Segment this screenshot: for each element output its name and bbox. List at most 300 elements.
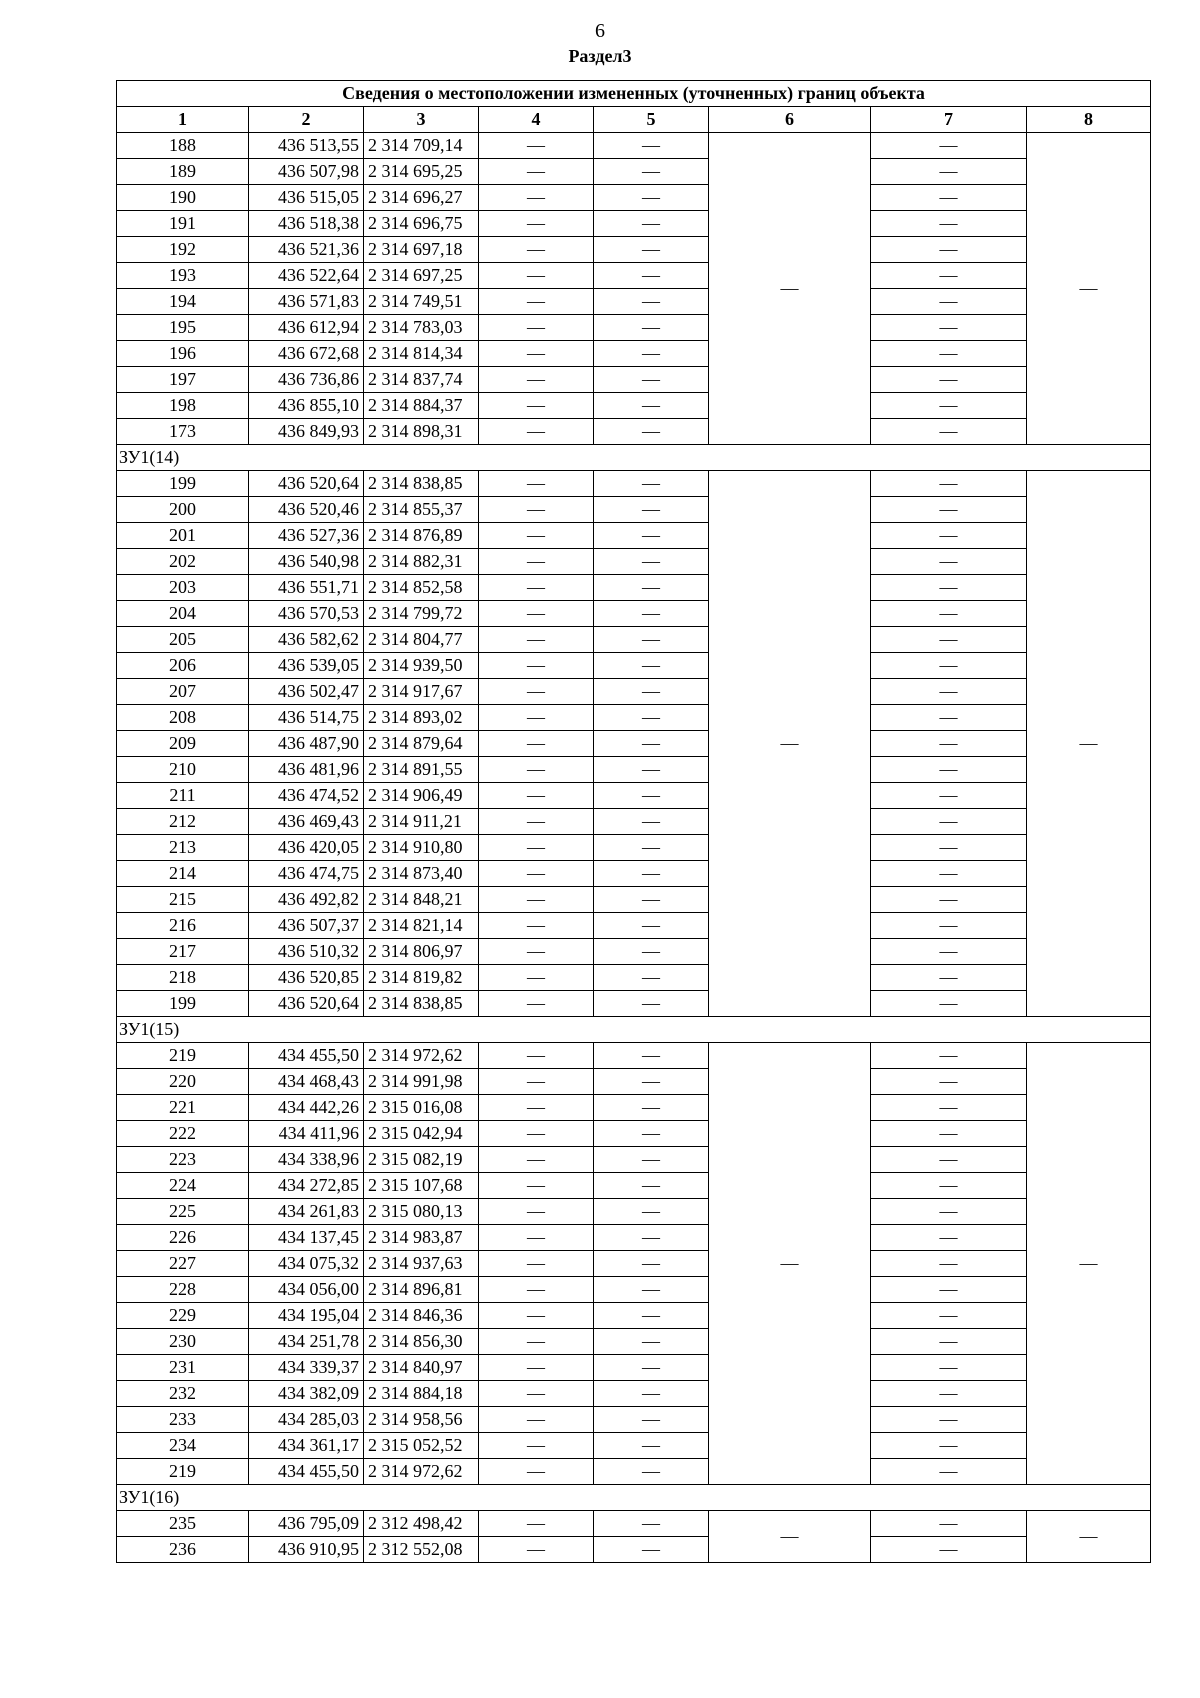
coordinate-x-cell: 436 520,46	[249, 497, 364, 523]
point-number-cell: 193	[117, 263, 249, 289]
point-number-cell: 221	[117, 1095, 249, 1121]
coordinate-x-cell: 434 442,26	[249, 1095, 364, 1121]
column-header-5: 5	[594, 107, 709, 133]
column-7-cell: —	[871, 315, 1027, 341]
column-header-2: 2	[249, 107, 364, 133]
table-row	[117, 835, 1151, 861]
column-7-cell: —	[871, 1121, 1027, 1147]
coordinate-x-cell: 436 910,95	[249, 1537, 364, 1563]
column-7-cell: —	[871, 965, 1027, 991]
coordinate-y-cell: 2 314 884,37	[364, 393, 479, 419]
coordinate-x-cell: 436 502,47	[249, 679, 364, 705]
column-7-cell: —	[871, 1459, 1027, 1485]
coordinate-y-cell: 2 314 838,85	[364, 471, 479, 497]
column-7-cell: —	[871, 809, 1027, 835]
column-5-cell: —	[594, 601, 709, 627]
point-number-cell: 199	[117, 471, 249, 497]
column-7-cell: —	[871, 549, 1027, 575]
table-row	[117, 315, 1151, 341]
coordinate-x-cell: 434 339,37	[249, 1355, 364, 1381]
table-row	[117, 1511, 1151, 1537]
table-row	[117, 1407, 1151, 1433]
column-7-cell: —	[871, 1277, 1027, 1303]
column-4-cell: —	[479, 1277, 594, 1303]
point-number-cell: 229	[117, 1303, 249, 1329]
column-7-cell: —	[871, 913, 1027, 939]
column-4-cell: —	[479, 939, 594, 965]
column-7-cell: —	[871, 861, 1027, 887]
column-5-cell: —	[594, 887, 709, 913]
coordinate-x-cell: 436 527,36	[249, 523, 364, 549]
column-5-cell: —	[594, 133, 709, 159]
table-row	[117, 1459, 1151, 1485]
column-5-cell: —	[594, 419, 709, 445]
group-label: ЗУ1(14)	[117, 445, 1151, 471]
coordinate-y-cell: 2 314 840,97	[364, 1355, 479, 1381]
table-row	[117, 1433, 1151, 1459]
table-row	[117, 1199, 1151, 1225]
column-4-cell: —	[479, 1537, 594, 1563]
column-4-cell: —	[479, 1433, 594, 1459]
column-5-cell: —	[594, 1173, 709, 1199]
coordinate-y-cell: 2 314 898,31	[364, 419, 479, 445]
column-5-cell: —	[594, 627, 709, 653]
coordinate-y-cell: 2 314 910,80	[364, 835, 479, 861]
coordinate-y-cell: 2 314 937,63	[364, 1251, 479, 1277]
coordinate-y-cell: 2 314 991,98	[364, 1069, 479, 1095]
coordinate-x-cell: 436 514,75	[249, 705, 364, 731]
coordinate-y-cell: 2 314 893,02	[364, 705, 479, 731]
group-header-row	[117, 445, 1151, 471]
coordinate-y-cell: 2 314 821,14	[364, 913, 479, 939]
coordinate-y-cell: 2 312 552,08	[364, 1537, 479, 1563]
column-4-cell: —	[479, 341, 594, 367]
column-4-cell: —	[479, 575, 594, 601]
coordinate-y-cell: 2 314 884,18	[364, 1381, 479, 1407]
table-row	[117, 211, 1151, 237]
column-6-merged-cell: —	[709, 1511, 871, 1563]
column-4-cell: —	[479, 1459, 594, 1485]
column-4-cell: —	[479, 237, 594, 263]
column-7-cell: —	[871, 237, 1027, 263]
column-4-cell: —	[479, 1199, 594, 1225]
column-4-cell: —	[479, 185, 594, 211]
coordinate-x-cell: 436 469,43	[249, 809, 364, 835]
column-5-cell: —	[594, 965, 709, 991]
table-row	[117, 185, 1151, 211]
table-row	[117, 1329, 1151, 1355]
column-4-cell: —	[479, 679, 594, 705]
column-5-cell: —	[594, 1069, 709, 1095]
column-header-1: 1	[117, 107, 249, 133]
column-7-cell: —	[871, 523, 1027, 549]
coordinate-x-cell: 436 518,38	[249, 211, 364, 237]
coordinate-y-cell: 2 314 799,72	[364, 601, 479, 627]
group-label: ЗУ1(15)	[117, 1017, 1151, 1043]
point-number-cell: 231	[117, 1355, 249, 1381]
point-number-cell: 194	[117, 289, 249, 315]
table-body	[117, 133, 1151, 1563]
column-4-cell: —	[479, 731, 594, 757]
column-4-cell: —	[479, 887, 594, 913]
table-row	[117, 1251, 1151, 1277]
table-row	[117, 419, 1151, 445]
column-4-cell: —	[479, 1303, 594, 1329]
coordinate-x-cell: 434 251,78	[249, 1329, 364, 1355]
column-header-7: 7	[871, 107, 1027, 133]
point-number-cell: 220	[117, 1069, 249, 1095]
coordinate-x-cell: 434 272,85	[249, 1173, 364, 1199]
coordinate-x-cell: 434 285,03	[249, 1407, 364, 1433]
table-row	[117, 1381, 1151, 1407]
coordinate-x-cell: 434 137,45	[249, 1225, 364, 1251]
coordinate-y-cell: 2 314 939,50	[364, 653, 479, 679]
coordinate-x-cell: 434 455,50	[249, 1043, 364, 1069]
table-row	[117, 731, 1151, 757]
coordinate-y-cell: 2 314 958,56	[364, 1407, 479, 1433]
column-4-cell: —	[479, 1095, 594, 1121]
point-number-cell: 199	[117, 991, 249, 1017]
column-7-cell: —	[871, 1043, 1027, 1069]
column-header-3: 3	[364, 107, 479, 133]
column-header-8: 8	[1027, 107, 1151, 133]
point-number-cell: 202	[117, 549, 249, 575]
column-7-cell: —	[871, 185, 1027, 211]
column-7-cell: —	[871, 757, 1027, 783]
point-number-cell: 210	[117, 757, 249, 783]
column-5-cell: —	[594, 1043, 709, 1069]
point-number-cell: 208	[117, 705, 249, 731]
column-4-cell: —	[479, 289, 594, 315]
coordinate-x-cell: 436 849,93	[249, 419, 364, 445]
coordinate-y-cell: 2 314 972,62	[364, 1459, 479, 1485]
coordinate-x-cell: 434 382,09	[249, 1381, 364, 1407]
column-7-cell: —	[871, 1407, 1027, 1433]
table-row	[117, 861, 1151, 887]
coordinate-y-cell: 2 314 846,36	[364, 1303, 479, 1329]
coordinate-x-cell: 434 361,17	[249, 1433, 364, 1459]
table-row	[117, 783, 1151, 809]
column-7-cell: —	[871, 1069, 1027, 1095]
column-header-6: 6	[709, 107, 871, 133]
coordinate-y-cell: 2 314 855,37	[364, 497, 479, 523]
coordinate-x-cell: 436 520,85	[249, 965, 364, 991]
table-row	[117, 1277, 1151, 1303]
coordinate-x-cell: 436 520,64	[249, 991, 364, 1017]
column-5-cell: —	[594, 1251, 709, 1277]
column-7-cell: —	[871, 289, 1027, 315]
column-7-cell: —	[871, 1381, 1027, 1407]
point-number-cell: 190	[117, 185, 249, 211]
coordinate-y-cell: 2 314 983,87	[364, 1225, 479, 1251]
point-number-cell: 205	[117, 627, 249, 653]
column-5-cell: —	[594, 809, 709, 835]
coordinate-y-cell: 2 314 709,14	[364, 133, 479, 159]
point-number-cell: 203	[117, 575, 249, 601]
point-number-cell: 204	[117, 601, 249, 627]
coordinate-x-cell: 436 420,05	[249, 835, 364, 861]
column-4-cell: —	[479, 1147, 594, 1173]
column-5-cell: —	[594, 731, 709, 757]
column-7-cell: —	[871, 471, 1027, 497]
column-5-cell: —	[594, 159, 709, 185]
table-row	[117, 263, 1151, 289]
table-row	[117, 601, 1151, 627]
column-7-cell: —	[871, 731, 1027, 757]
coordinate-y-cell: 2 315 107,68	[364, 1173, 479, 1199]
column-7-cell: —	[871, 627, 1027, 653]
column-5-cell: —	[594, 1303, 709, 1329]
column-5-cell: —	[594, 783, 709, 809]
coordinate-x-cell: 436 520,64	[249, 471, 364, 497]
table-row	[117, 1069, 1151, 1095]
coordinate-y-cell: 2 314 695,25	[364, 159, 479, 185]
table-row	[117, 1043, 1151, 1069]
table-row	[117, 1147, 1151, 1173]
column-5-cell: —	[594, 939, 709, 965]
table-row	[117, 471, 1151, 497]
coordinate-x-cell: 436 510,32	[249, 939, 364, 965]
point-number-cell: 235	[117, 1511, 249, 1537]
column-7-cell: —	[871, 679, 1027, 705]
coordinate-y-cell: 2 314 906,49	[364, 783, 479, 809]
column-5-cell: —	[594, 1407, 709, 1433]
coordinate-y-cell: 2 314 873,40	[364, 861, 479, 887]
coordinate-y-cell: 2 314 848,21	[364, 887, 479, 913]
point-number-cell: 217	[117, 939, 249, 965]
point-number-cell: 192	[117, 237, 249, 263]
column-4-cell: —	[479, 1225, 594, 1251]
column-7-cell: —	[871, 133, 1027, 159]
column-5-cell: —	[594, 211, 709, 237]
column-7-cell: —	[871, 575, 1027, 601]
coordinate-y-cell: 2 314 837,74	[364, 367, 479, 393]
coordinate-x-cell: 436 474,52	[249, 783, 364, 809]
coordinate-y-cell: 2 314 896,81	[364, 1277, 479, 1303]
coordinate-x-cell: 436 481,96	[249, 757, 364, 783]
coordinate-y-cell: 2 315 080,13	[364, 1199, 479, 1225]
table-row	[117, 653, 1151, 679]
column-6-merged-cell: —	[709, 471, 871, 1017]
coordinate-x-cell: 434 338,96	[249, 1147, 364, 1173]
coordinate-y-cell: 2 314 852,58	[364, 575, 479, 601]
coordinate-x-cell: 434 056,00	[249, 1277, 364, 1303]
column-5-cell: —	[594, 1147, 709, 1173]
point-number-cell: 222	[117, 1121, 249, 1147]
coordinate-x-cell: 436 571,83	[249, 289, 364, 315]
column-5-cell: —	[594, 341, 709, 367]
point-number-cell: 197	[117, 367, 249, 393]
column-4-cell: —	[479, 1121, 594, 1147]
point-number-cell: 214	[117, 861, 249, 887]
column-5-cell: —	[594, 393, 709, 419]
coordinate-y-cell: 2 314 911,21	[364, 809, 479, 835]
coordinate-x-cell: 434 261,83	[249, 1199, 364, 1225]
column-7-cell: —	[871, 393, 1027, 419]
column-4-cell: —	[479, 913, 594, 939]
coordinate-y-cell: 2 314 697,25	[364, 263, 479, 289]
table-row	[117, 497, 1151, 523]
column-4-cell: —	[479, 497, 594, 523]
column-5-cell: —	[594, 367, 709, 393]
point-number-cell: 224	[117, 1173, 249, 1199]
coordinate-x-cell: 434 468,43	[249, 1069, 364, 1095]
table-row	[117, 575, 1151, 601]
point-number-cell: 212	[117, 809, 249, 835]
column-4-cell: —	[479, 133, 594, 159]
table-row	[117, 913, 1151, 939]
column-5-cell: —	[594, 1537, 709, 1563]
coordinate-x-cell: 436 515,05	[249, 185, 364, 211]
column-5-cell: —	[594, 679, 709, 705]
column-7-cell: —	[871, 159, 1027, 185]
column-7-cell: —	[871, 705, 1027, 731]
coordinate-y-cell: 2 314 749,51	[364, 289, 479, 315]
coordinate-x-cell: 436 795,09	[249, 1511, 364, 1537]
column-4-cell: —	[479, 1511, 594, 1537]
column-4-cell: —	[479, 861, 594, 887]
column-8-merged-cell: —	[1027, 471, 1151, 1017]
coordinate-x-cell: 436 570,53	[249, 601, 364, 627]
group-label: ЗУ1(16)	[117, 1485, 1151, 1511]
table-row	[117, 367, 1151, 393]
table-row	[117, 809, 1151, 835]
table-title: Сведения о местоположении измененных (уточненных) границ объекта	[117, 81, 1151, 107]
coordinate-x-cell: 434 411,96	[249, 1121, 364, 1147]
coordinate-x-cell: 436 736,86	[249, 367, 364, 393]
column-7-cell: —	[871, 783, 1027, 809]
column-5-cell: —	[594, 549, 709, 575]
column-4-cell: —	[479, 1381, 594, 1407]
table-row	[117, 1225, 1151, 1251]
column-7-cell: —	[871, 419, 1027, 445]
section-title: Раздел3	[568, 46, 632, 66]
column-7-cell: —	[871, 1329, 1027, 1355]
coordinate-x-cell: 436 582,62	[249, 627, 364, 653]
column-4-cell: —	[479, 991, 594, 1017]
point-number-cell: 227	[117, 1251, 249, 1277]
column-7-cell: —	[871, 1303, 1027, 1329]
coordinate-x-cell: 436 855,10	[249, 393, 364, 419]
column-7-cell: —	[871, 1173, 1027, 1199]
column-7-cell: —	[871, 653, 1027, 679]
table-row	[117, 133, 1151, 159]
group-header-row	[117, 1017, 1151, 1043]
column-4-cell: —	[479, 1069, 594, 1095]
column-4-cell: —	[479, 627, 594, 653]
point-number-cell: 206	[117, 653, 249, 679]
column-4-cell: —	[479, 471, 594, 497]
point-number-cell: 195	[117, 315, 249, 341]
column-5-cell: —	[594, 991, 709, 1017]
column-5-cell: —	[594, 1225, 709, 1251]
coordinate-x-cell: 436 492,82	[249, 887, 364, 913]
coordinate-y-cell: 2 314 814,34	[364, 341, 479, 367]
column-4-cell: —	[479, 1355, 594, 1381]
column-5-cell: —	[594, 263, 709, 289]
column-7-cell: —	[871, 1433, 1027, 1459]
column-7-cell: —	[871, 1251, 1027, 1277]
coordinate-y-cell: 2 315 052,52	[364, 1433, 479, 1459]
coordinate-y-cell: 2 315 042,94	[364, 1121, 479, 1147]
point-number-cell: 228	[117, 1277, 249, 1303]
column-4-cell: —	[479, 211, 594, 237]
coordinate-x-cell: 436 540,98	[249, 549, 364, 575]
point-number-cell: 233	[117, 1407, 249, 1433]
point-number-cell: 211	[117, 783, 249, 809]
coordinate-x-cell: 436 507,98	[249, 159, 364, 185]
column-4-cell: —	[479, 835, 594, 861]
point-number-cell: 200	[117, 497, 249, 523]
table-row	[117, 289, 1151, 315]
coordinate-y-cell: 2 315 082,19	[364, 1147, 479, 1173]
column-4-cell: —	[479, 809, 594, 835]
point-number-cell: 188	[117, 133, 249, 159]
column-4-cell: —	[479, 419, 594, 445]
coordinate-y-cell: 2 312 498,42	[364, 1511, 479, 1537]
coordinate-y-cell: 2 314 972,62	[364, 1043, 479, 1069]
point-number-cell: 201	[117, 523, 249, 549]
coordinate-y-cell: 2 314 856,30	[364, 1329, 479, 1355]
coordinate-y-cell: 2 314 882,31	[364, 549, 479, 575]
coordinate-y-cell: 2 314 879,64	[364, 731, 479, 757]
column-5-cell: —	[594, 185, 709, 211]
column-5-cell: —	[594, 575, 709, 601]
table-title-row	[117, 81, 1151, 107]
column-7-cell: —	[871, 1225, 1027, 1251]
coordinate-y-cell: 2 314 876,89	[364, 523, 479, 549]
column-7-cell: —	[871, 991, 1027, 1017]
column-7-cell: —	[871, 1511, 1027, 1537]
point-number-cell: 198	[117, 393, 249, 419]
column-8-merged-cell: —	[1027, 1043, 1151, 1485]
table-row	[117, 887, 1151, 913]
point-number-cell: 226	[117, 1225, 249, 1251]
coordinate-x-cell: 434 195,04	[249, 1303, 364, 1329]
table-row	[117, 965, 1151, 991]
column-5-cell: —	[594, 757, 709, 783]
table-row	[117, 341, 1151, 367]
column-4-cell: —	[479, 315, 594, 341]
column-5-cell: —	[594, 289, 709, 315]
coordinate-x-cell: 436 507,37	[249, 913, 364, 939]
table-row	[117, 757, 1151, 783]
coordinate-x-cell: 436 612,94	[249, 315, 364, 341]
column-5-cell: —	[594, 1277, 709, 1303]
column-header-4: 4	[479, 107, 594, 133]
column-4-cell: —	[479, 1043, 594, 1069]
column-6-merged-cell: —	[709, 133, 871, 445]
column-4-cell: —	[479, 1173, 594, 1199]
column-7-cell: —	[871, 211, 1027, 237]
coordinate-x-cell: 434 075,32	[249, 1251, 364, 1277]
point-number-cell: 223	[117, 1147, 249, 1173]
table-row	[117, 1095, 1151, 1121]
column-5-cell: —	[594, 1199, 709, 1225]
column-5-cell: —	[594, 1355, 709, 1381]
column-4-cell: —	[479, 783, 594, 809]
coordinate-y-cell: 2 314 696,75	[364, 211, 479, 237]
column-7-cell: —	[871, 497, 1027, 523]
column-7-cell: —	[871, 1537, 1027, 1563]
table-row	[117, 1173, 1151, 1199]
column-5-cell: —	[594, 835, 709, 861]
point-number-cell: 189	[117, 159, 249, 185]
coordinate-x-cell: 436 487,90	[249, 731, 364, 757]
point-number-cell: 230	[117, 1329, 249, 1355]
table-row	[117, 1355, 1151, 1381]
table-row	[117, 627, 1151, 653]
